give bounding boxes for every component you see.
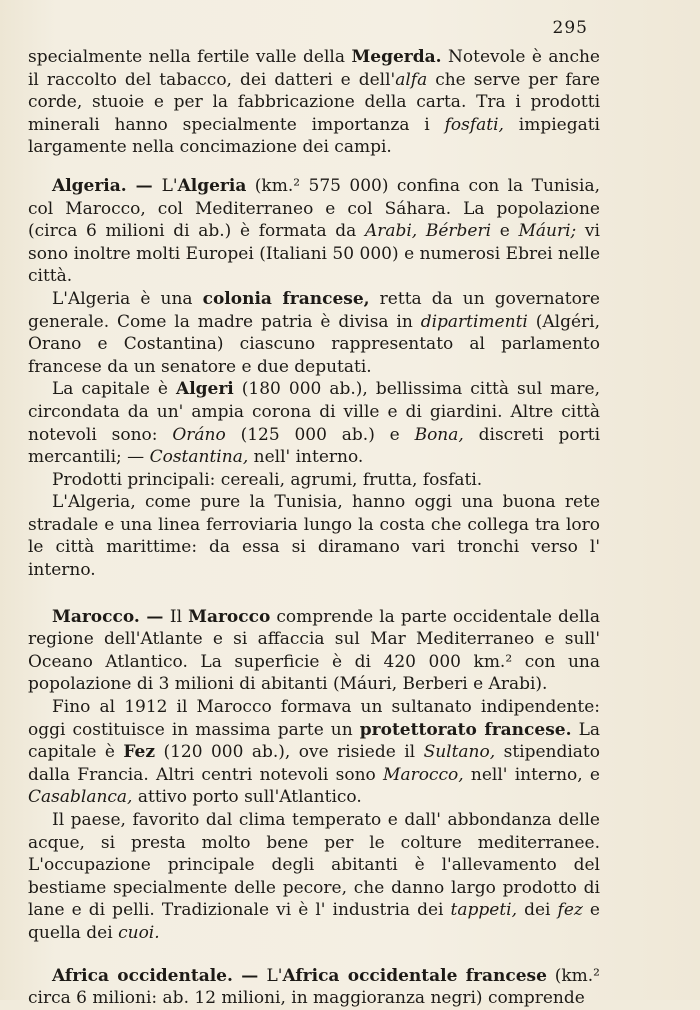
bold-term: Megerda. — [351, 47, 442, 67]
text-run: (125 000 ab.) e — [225, 424, 415, 445]
bold-term: Marocco — [188, 606, 271, 627]
text-run: nell' interno. — [248, 447, 364, 468]
paragraph-algeria-capital — [28, 378, 600, 468]
italic-term: Marocco, — [383, 764, 464, 785]
text-run: (km.² 575 000) confina con la Tunisia, col Marocco, col Mediterraneo e col Sáhara. La popolazione (circa 6 milioni di ab.) è formata da — [28, 175, 600, 242]
bold-term: Algeria — [177, 175, 247, 196]
italic-term: Casablanca, — [28, 787, 133, 808]
bold-term: Algeria. — — [52, 175, 162, 196]
paragraph-morocco-economy — [28, 809, 600, 945]
bold-term: Marocco. — — [52, 606, 170, 627]
text-run: vi sono inoltre molti Europei (Italiani 50 000) e numerosi Ebrei nelle città. — [28, 221, 600, 287]
text-run: nell' interno, e — [463, 764, 600, 785]
text-run: Il — [169, 606, 189, 627]
page-body — [28, 46, 600, 1010]
bold-term: Algeri — [176, 379, 234, 400]
bold-term: Africa occidentale. — — [52, 965, 267, 986]
italic-term: dipartimenti — [420, 311, 528, 332]
paragraph-tunisia-products — [28, 46, 600, 159]
text-run: L' — [266, 965, 283, 986]
text-run: (km.² circa 6 milioni: ab. 12 milioni, in maggioranza negri) comprende — [28, 965, 600, 1009]
text-run: (120 000 ab.), ove risiede il — [155, 742, 424, 763]
bold-term: Africa occidentale francese — [282, 965, 547, 986]
paragraph-algeria-heading — [28, 175, 600, 288]
bold-term: protettorato francese. — [359, 719, 572, 740]
paragraph-morocco-protectorate — [28, 696, 600, 809]
text-run: discreti porti mercantili; — — [28, 424, 601, 468]
paragraph-west-africa-heading — [28, 965, 600, 1010]
italic-term: alfa — [395, 69, 428, 90]
text-run: Il paese, favorito dal clima temperato e dall' abbondanza delle acque, si presta molto bene per le colture mediterranee. L'occupazione principale degli abitanti è l'allevamento del bestiame specialmente delle pecore, che danno largo prodotto di lane e di pelli. Tradizionale vi è l' industria dei — [28, 810, 600, 921]
text-run: L'Algeria è una — [52, 288, 203, 309]
text-run: La capitale è — [28, 719, 600, 763]
italic-term: Sultano, — [423, 742, 496, 763]
italic-term: fez — [557, 900, 583, 921]
bold-term: Fez — [123, 742, 155, 763]
text-run: L'Algeria, come pure la Tunisia, hanno oggi una buona rete stradale e una linea ferroviaria lungo la costa che collega tra loro le città marittime: da essa si diramano vari tronchi verso l' interno. — [28, 492, 600, 581]
text-run: e — [491, 221, 519, 242]
text-run: Prodotti principali: cereali, agrumi, frutta, fosfati. — [52, 469, 483, 490]
text-run: L' — [161, 175, 178, 196]
italic-term: Máuri; — [518, 221, 577, 242]
text-run: comprende la parte occidentale della regione dell'Atlante e si affaccia sul Mar Mediterraneo e sull' Oceano Atlantico. La superficie è di 420 000 km.² con una popolazione di 3 milioni di abitanti (Máuri, Berberi e Arabi). — [28, 606, 600, 695]
paragraph-algeria-colony — [28, 288, 600, 378]
bold-term: colonia francese, — [202, 288, 370, 309]
italic-term: Bona, — [414, 424, 464, 445]
italic-term: fosfati, — [444, 114, 504, 135]
text-run: stipendiato dalla Francia. Altri centri notevoli sono — [28, 742, 600, 785]
text-run: (Algéri, Orano e Costantina) ciascuno rappresentato al parlamento francese da un senatore e due deputati. — [28, 311, 600, 377]
text-run: specialmente nella fertile valle della — [28, 47, 352, 67]
text-run: retta da un governatore generale. Come la madre patria è divisa in — [28, 288, 600, 332]
text-run: dei — [517, 900, 558, 921]
text-run: (180 000 ab.), bellissima città sul mare, circondata da un' ampia corona di ville e di giardini. Altre città notevoli sono: — [28, 379, 601, 445]
italic-term: Costantina, — [149, 447, 249, 468]
italic-term: Arabi, Bérberi — [364, 221, 492, 242]
paragraph-algeria-products — [28, 469, 600, 492]
text-run: La capitale è — [52, 379, 176, 400]
italic-term: Oráno — [172, 424, 226, 445]
text-run: Notevole è anche il raccolto del tabacco, dei datteri e dell' — [28, 47, 600, 90]
text-run: e quella dei — [28, 900, 600, 943]
text-run: Fino al 1912 il Marocco formava un sultanato indipendente: oggi costituisce in massima parte un — [28, 697, 600, 740]
paragraph-morocco-heading — [28, 606, 600, 696]
page-number: 295 — [552, 18, 588, 38]
text-run: attivo porto sull'Atlantico. — [132, 787, 362, 808]
text-run: che serve per fare corde, stuoie e per la fabbricazione della carta. Tra i prodotti minerali hanno specialmente importanza i — [28, 69, 600, 135]
text-run: impiegati largamente nella concimazione dei campi. — [28, 114, 600, 158]
italic-term: cuoi. — [118, 922, 160, 943]
italic-term: tappeti, — [450, 900, 518, 921]
paragraph-algeria-railways — [28, 491, 600, 581]
